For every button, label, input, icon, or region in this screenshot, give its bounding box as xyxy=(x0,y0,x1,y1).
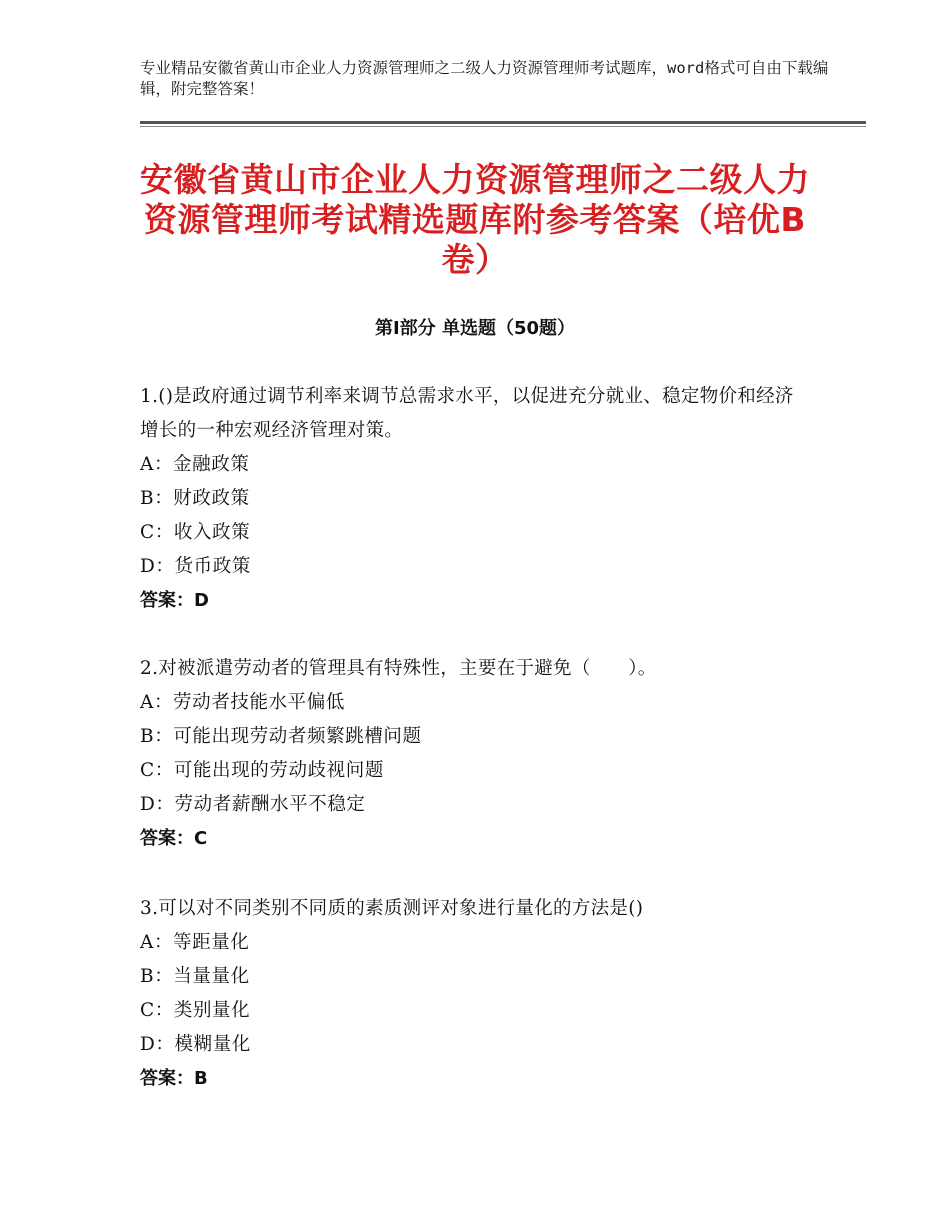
question-3 xyxy=(140,892,810,1096)
header-divider-thick xyxy=(140,121,866,124)
option-d: D：货币政策 xyxy=(140,556,251,577)
question-2 xyxy=(140,652,810,856)
answer: 答案：C xyxy=(140,828,208,849)
option-a: A：金融政策 xyxy=(140,454,250,475)
question-1 xyxy=(140,380,810,618)
question-stem: 2.对被派遣劳动者的管理具有特殊性，主要在于避免（ ）。 xyxy=(140,658,657,679)
question-stem: 3.可以对不同类别不同质的素质测评对象进行量化的方法是() xyxy=(140,898,644,919)
option-b: B：财政政策 xyxy=(140,488,250,509)
option-c: C：类别量化 xyxy=(140,1000,251,1021)
option-c: C：收入政策 xyxy=(140,522,251,543)
answer: 答案：B xyxy=(140,1068,208,1089)
question-stem: 1.()是政府通过调节利率来调节总需求水平，以促进充分就业、稳定物价和经济增长的一种宏观经济管理对策。 xyxy=(140,386,794,441)
header-divider-thin xyxy=(140,126,866,127)
option-d: D：模糊量化 xyxy=(140,1034,251,1055)
option-a: A：等距量化 xyxy=(140,932,250,953)
option-c: C：可能出现的劳动歧视问题 xyxy=(140,760,384,781)
option-a: A：劳动者技能水平偏低 xyxy=(140,692,345,713)
document-title: 安徽省黄山市企业人力资源管理师之二级人力资源管理师考试精选题库附参考答案（培优B卷） xyxy=(140,160,810,279)
option-b: B：可能出现劳动者频繁跳槽问题 xyxy=(140,726,422,747)
option-b: B：当量量化 xyxy=(140,966,250,987)
answer: 答案：D xyxy=(140,590,209,611)
section-title: 第Ⅰ部分 单选题（50题） xyxy=(374,318,575,339)
option-d: D：劳动者薪酬水平不稳定 xyxy=(140,794,366,815)
header-note: 专业精品安徽省黄山市企业人力资源管理师之二级人力资源管理师考试题库，word格式可自由下载编辑，附完整答案！ xyxy=(140,59,829,98)
